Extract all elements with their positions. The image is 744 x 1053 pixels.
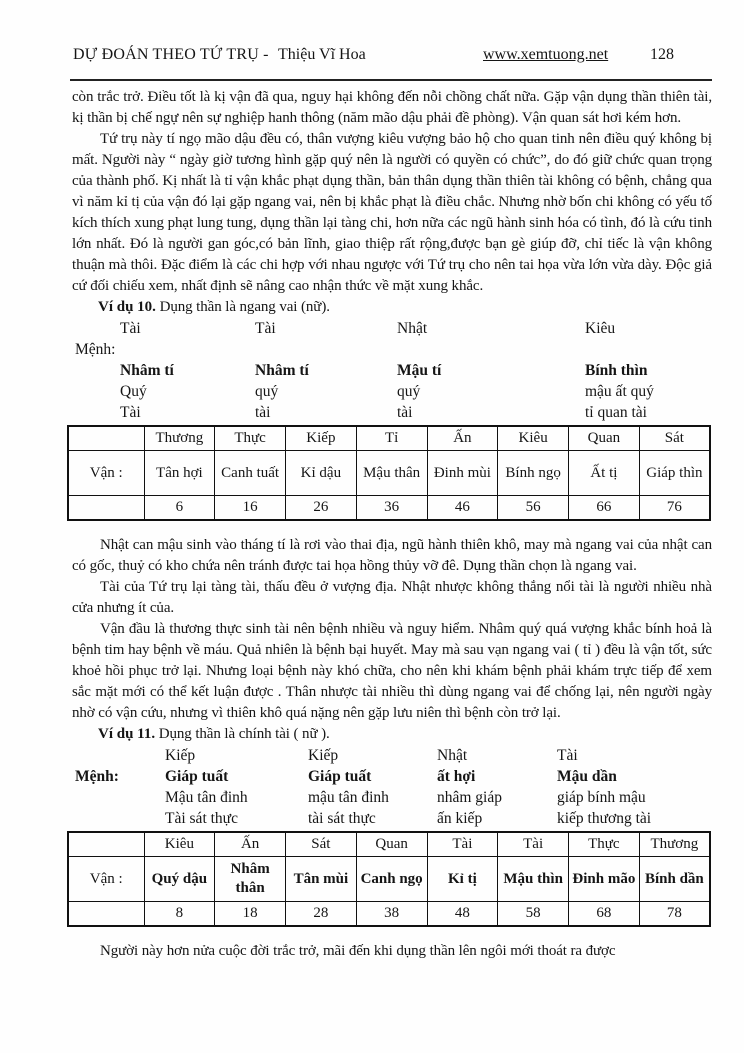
- table-cell-age: 78: [639, 902, 710, 927]
- example11-four-pillars: [72, 745, 712, 829]
- hidden-god: Tài: [120, 404, 141, 421]
- hidden-stem: nhâm giáp: [437, 789, 502, 806]
- example10-title-label: Ví dụ 10.: [98, 299, 156, 315]
- empty-cell: [68, 496, 144, 521]
- empty-cell: [68, 832, 144, 857]
- example10-title-text: Dụng thần là ngang vai (nữ).: [155, 299, 330, 315]
- table-cell-age: 6: [144, 496, 215, 521]
- hidden-gods-row: [72, 808, 712, 829]
- table-cell-pillar: Đinh mão: [569, 857, 640, 902]
- paragraph-3: Nhật can mậu sinh vào tháng tí là rơi vào thai địa, ngũ hành thiên khô, may mà ngang vai của nhật can có gốc, thuỷ có kho chứa nên tránh được tai họa hồng thủy vỡ đê. Dụng thần chọn là ngang vai.: [72, 537, 712, 574]
- hidden-god: tài sát thực: [308, 810, 376, 827]
- hidden-stem: giáp bính mậu: [557, 789, 646, 806]
- table-cell-pillar: Canh tuất: [215, 451, 286, 496]
- table-cell-god: Sát: [639, 426, 710, 451]
- pillar-god: Tài: [120, 320, 141, 337]
- pillar-name: Giáp tuất: [165, 768, 229, 785]
- pillar-name: Mậu tí: [397, 362, 442, 379]
- paragraph-2: Tứ trụ này tí ngọ mão dậu đều có, thân vượng kiêu vượng bảo hộ cho quan tinh nên điều quý không bị mất. Người này “ ngày giờ tương hình gặp quý nên là người có quyền có chức”, do đó giữ chức quan trọng của thành phố. Kị nhất là tỉ vận khắc phạt dụng thần, bản thân dụng thần thiên tài không có bệnh, chẳng qua vì năm kỉ tị của vận đó lại gặp ngang vai, nên bị khắc phạt là điều chắc. Nhưng nhờ bốn chi không có yếu tố kích thích xung phạt lung tung, dụng thần lại tàng chi, hơn nữa các ngũ hành sinh hóa có tình, đó là cứu tinh lớn nhất. Đó là người gan góc,có bản lĩnh, giao thiệp rất rộng,được bạn gè giúp đỡ, chỉ tiếc là vận không thuận mà thôi. Đặc điểm là các chi hợp với nhau ngược với Tứ trụ cho nên tai họa vừa lớn vừa dày. Độc giả cứ đối chiếu xem, nhất định sẽ nâng cao nhận thức về mặt xung khắc.: [72, 131, 712, 294]
- van-label: Vận :: [68, 451, 144, 496]
- menh-label-row: [72, 339, 712, 360]
- table-cell-pillar: Nhâm thân: [215, 857, 286, 902]
- pillar-god: Tài: [557, 747, 578, 764]
- example11-van-table: [67, 831, 711, 927]
- hidden-stem: Mậu tân đinh: [165, 789, 248, 806]
- website-url: www.xemtuong.net: [483, 46, 609, 63]
- gods-row: [72, 745, 712, 766]
- pillars-row: [72, 766, 712, 787]
- pillars-row: [72, 360, 712, 381]
- book-author: Thiệu Vĩ Hoa: [278, 46, 366, 63]
- table-cell-god: Quan: [356, 832, 427, 857]
- pillar-name: Bính thìn: [585, 362, 648, 379]
- example10-van-table: [67, 425, 711, 521]
- table-cell-pillar: Kỉ dậu: [286, 451, 357, 496]
- book-title: DỰ ĐOÁN THEO TỨ TRỤ -: [73, 46, 269, 63]
- table-pillars-row: [68, 857, 710, 902]
- table-gods-row: [68, 832, 710, 857]
- gods-row: [72, 318, 712, 339]
- page-number: 128: [650, 46, 674, 63]
- table-cell-pillar: Kỉ tị: [427, 857, 498, 902]
- table-cell-god: Ấn: [427, 426, 498, 451]
- table-cell-age: 16: [215, 496, 286, 521]
- table-cell-god: Tỉ: [356, 426, 427, 451]
- table-cell-god: Thương: [639, 832, 710, 857]
- hidden-stems-row: [72, 787, 712, 808]
- hidden-god: tỉ quan tài: [585, 404, 647, 421]
- hidden-god: tài: [255, 404, 271, 421]
- table-cell-god: Kiêu: [498, 426, 569, 451]
- table-cell-god: Kiếp: [286, 426, 357, 451]
- pillar-name: ất hợi: [437, 768, 476, 785]
- table-cell-age: 68: [569, 902, 640, 927]
- table-cell-age: 18: [215, 902, 286, 927]
- hidden-god: ấn kiếp: [437, 810, 483, 827]
- table-cell-pillar: Mậu thìn: [498, 857, 569, 902]
- empty-cell: [68, 902, 144, 927]
- table-cell-pillar: Tân hợi: [144, 451, 215, 496]
- table-cell-age: 66: [569, 496, 640, 521]
- hidden-god: Tài sát thực: [165, 810, 238, 827]
- table-cell-pillar: Ất tị: [569, 451, 640, 496]
- paragraph-6: Người này hơn nửa cuộc đời trắc trở, mãi đến khi dụng thần lên ngôi mới thoát ra được: [100, 943, 616, 959]
- hidden-stem: quý: [255, 383, 279, 400]
- example10-four-pillars: [72, 318, 712, 423]
- table-cell-pillar: Bính dần: [639, 857, 710, 902]
- table-cell-pillar: Bính ngọ: [498, 451, 569, 496]
- hidden-stem: mậu tân đinh: [308, 789, 389, 806]
- table-pillars-row: [68, 451, 710, 496]
- table-cell-god: Sát: [286, 832, 357, 857]
- table-cell-god: Tài: [498, 832, 569, 857]
- header-divider: [70, 79, 712, 81]
- table-cell-god: Thực: [215, 426, 286, 451]
- table-ages-row: [68, 496, 710, 521]
- pillar-god: Kiếp: [308, 747, 339, 764]
- page-body: [72, 87, 712, 962]
- table-cell-god: Kiêu: [144, 832, 215, 857]
- van-label: Vận :: [68, 857, 144, 902]
- hidden-stem: Quý: [120, 383, 147, 400]
- table-cell-pillar: Đinh mùi: [427, 451, 498, 496]
- hidden-gods-row: [72, 402, 712, 423]
- hidden-stem: mậu ất quý: [585, 383, 654, 400]
- example11-title: [72, 724, 712, 745]
- menh-label: Mệnh:: [75, 341, 116, 358]
- table-cell-god: Ấn: [215, 832, 286, 857]
- pillar-name: Giáp tuất: [308, 768, 372, 785]
- table-cell-pillar: Canh ngọ: [356, 857, 427, 902]
- paragraph-1: còn trắc trở. Điều tốt là kị vận đã qua, nguy hại không đến nỗi chồng chất nữa. Gặp vận dụng thần thiên tài, kị thần bị chế ngự nên sự nghiệp hanh thông (năm mão dậu phải đề phòng). Vận quan sát hơi kém hơn.: [72, 89, 712, 126]
- table-cell-age: 8: [144, 902, 215, 927]
- table-cell-age: 58: [498, 902, 569, 927]
- table-cell-age: 26: [286, 496, 357, 521]
- hidden-stem: quý: [397, 383, 421, 400]
- table-ages-row: [68, 902, 710, 927]
- table-cell-age: 48: [427, 902, 498, 927]
- hidden-god: kiếp thương tài: [557, 810, 652, 827]
- table-cell-god: Thương: [144, 426, 215, 451]
- table-cell-age: 46: [427, 496, 498, 521]
- table-cell-pillar: Tân mùi: [286, 857, 357, 902]
- page-header: [72, 46, 712, 68]
- pillar-name: Nhâm tí: [255, 362, 309, 379]
- pillar-god: Nhật: [437, 747, 468, 764]
- table-cell-age: 36: [356, 496, 427, 521]
- table-cell-age: 38: [356, 902, 427, 927]
- paragraph-4: Tài của Tứ trụ lại tàng tài, thấu đều ở vượng địa. Nhật nhược không thắng nổi tài là người nhiều nhà cửa nhưng ít của.: [72, 579, 712, 616]
- table-cell-god: Thực: [569, 832, 640, 857]
- paragraph-5: Vận đầu là thương thực sinh tài nên bệnh nhiều và nguy hiểm. Nhâm quý quá vượng khắc bính hoả là bệnh tim hay bệnh về máu. Quả nhiên là bệnh bại huyết. May mà sau vạn ngang vai ( tỉ ) đều là vận tốt, sức khoẻ hồi phục trở lại. Nhưng loại bệnh này khó chữa, cho nên khi khám bệnh phải khám trực tiếp để xem sắc mặt mới có thể kết luận được . Thân nhược tài nhiều thì dùng ngang vai để chống lại, nên người ngày nhờ có vận cứu, nhưng vì thiên khô quá nặng nên gặp lưu niên thì bệnh còn trở lại.: [72, 621, 712, 721]
- pillar-god: Kiêu: [585, 320, 616, 337]
- hidden-stems-row: [72, 381, 712, 402]
- pillar-god: Kiếp: [165, 747, 196, 764]
- table-gods-row: [68, 426, 710, 451]
- pillar-god: Tài: [255, 320, 276, 337]
- table-cell-pillar: Giáp thìn: [639, 451, 710, 496]
- example11-title-label: Ví dụ 11.: [98, 726, 156, 742]
- table-cell-god: Tài: [427, 832, 498, 857]
- pillar-god: Nhật: [397, 320, 428, 337]
- menh-label: Mệnh:: [75, 768, 119, 785]
- example11-title-text: Dụng thần là chính tài ( nữ ).: [155, 726, 330, 742]
- pillar-name: Mậu dần: [557, 768, 617, 785]
- example10-title: [72, 297, 712, 318]
- table-cell-pillar: Mậu thân: [356, 451, 427, 496]
- table-cell-age: 76: [639, 496, 710, 521]
- table-cell-pillar: Quý dậu: [144, 857, 215, 902]
- table-cell-age: 56: [498, 496, 569, 521]
- table-cell-god: Quan: [569, 426, 640, 451]
- hidden-god: tài: [397, 404, 413, 421]
- table-cell-age: 28: [286, 902, 357, 927]
- pillar-name: Nhâm tí: [120, 362, 174, 379]
- empty-cell: [68, 426, 144, 451]
